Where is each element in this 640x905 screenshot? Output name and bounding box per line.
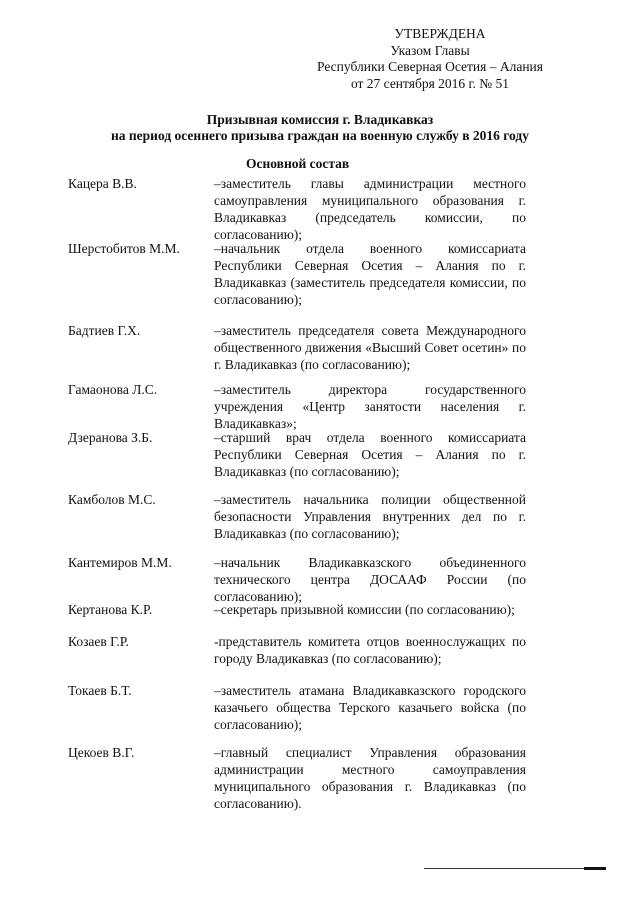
member-name: Гамаонова Л.С. [68, 382, 158, 397]
member-name: Кацера В.В. [68, 176, 137, 191]
approval-line-approved: УТВЕРЖДЕНА [394, 26, 486, 41]
member-name: Шерстобитов М.М. [68, 241, 180, 256]
title-line-1: Призывная комиссия г. Владикавказ [206, 112, 434, 127]
member-role: -представитель комитета отцов военнослужащих по городу Владикавказ (по согласованию); [214, 634, 526, 666]
member-role: –секретарь призывной комиссии (по согласованию); [214, 602, 515, 617]
member-name: Камболов М.С. [68, 492, 156, 507]
footer-mark [584, 867, 606, 870]
approval-stamp [270, 26, 590, 92]
member-role: –начальник Владикавказского объединенного технического центра ДОСААФ России (по согласованию); [214, 555, 526, 604]
member-role: –заместитель директора государственного учреждения «Центр занятости населения г. Владикавказ»; [214, 382, 526, 431]
approval-line-republic: Республики Северная Осетия – Алания [317, 59, 543, 74]
member-role: –заместитель главы администрации местного самоуправления муниципального образования г. Владикавказ (председатель комиссии, по согласованию); [214, 176, 526, 242]
member-role: –старший врач отдела военного комиссариата Республики Северная Осетия – Алания по г. Владикавказ (по согласованию); [214, 430, 526, 479]
member-role: –начальник отдела военного комиссариата Республики Северная Осетия – Алания по г. Владикавказ (заместитель председателя комиссии, по согласованию); [214, 241, 526, 307]
member-role: –заместитель атамана Владикавказского городского казачьего общества Терского казачьего войска (по согласованию); [214, 683, 526, 732]
section-title: Основной состав [246, 156, 350, 171]
footer-divider [424, 868, 584, 869]
member-name: Цекоев В.Г. [68, 745, 135, 760]
approval-line-date: от 27 сентября 2016 г. № 51 [350, 75, 510, 91]
member-name: Козаев Г.Р. [68, 634, 130, 649]
member-name: Токаев Б.Т. [68, 683, 132, 698]
member-role: –заместитель председателя совета Международного общественного движения «Высший Совет осетин» по г. Владикавказ (по согласованию); [214, 323, 526, 372]
member-role: –главный специалист Управления образования администрации местного самоуправления муниципального образования г. Владикавказ (по согласованию). [214, 745, 526, 811]
member-name: Кантемиров М.М. [68, 555, 172, 570]
approval-line-decree: Указом Главы [390, 42, 470, 58]
title-line-2: на период осеннего призыва граждан на военную службу в 2016 году [111, 128, 529, 143]
member-role: –заместитель начальника полиции общественной безопасности Управления внутренних дел по г. Владикавказ (по согласованию); [214, 492, 526, 541]
member-name: Бадтиев Г.Х. [68, 323, 141, 338]
member-name: Кертанова К.Р. [68, 602, 153, 617]
member-name: Дзеранова З.Б. [68, 430, 153, 445]
document-title [40, 112, 600, 144]
